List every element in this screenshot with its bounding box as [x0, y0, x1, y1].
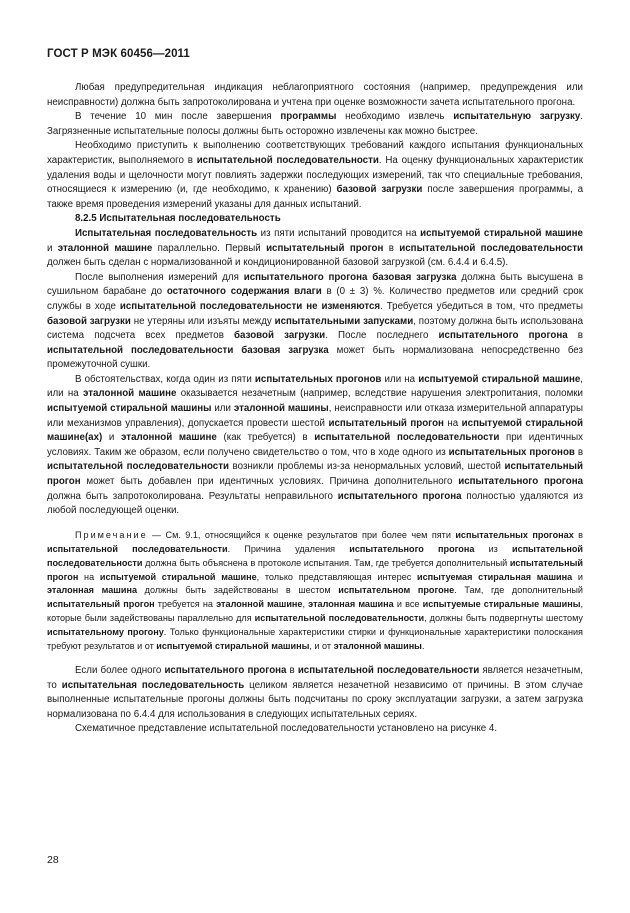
bold-term: базовой загрузки: [336, 184, 423, 196]
text-run: может быть добавлен при идентичных условиях. Причина дополнительного: [80, 476, 459, 488]
text-run: После выполнения измерений для: [75, 271, 244, 283]
text-run: на: [443, 417, 462, 429]
text-run: из: [474, 543, 513, 554]
bold-term: испытательную загрузку: [453, 111, 581, 123]
page-number: 28: [47, 854, 59, 866]
note-label: Примечание: [75, 529, 148, 540]
bold-term: испытательного прогона: [164, 664, 287, 676]
bold-term: испытательного прогона: [337, 490, 462, 502]
text-run: (как требуется) в: [216, 432, 315, 444]
bold-term: испытательном прогоне: [338, 585, 455, 596]
body-paragraph: [47, 139, 583, 212]
bold-term: испытательного прогона: [458, 476, 584, 488]
text-run: — См. 9.1, относящийся к оценке результатов при более чем пяти: [147, 529, 456, 540]
text-run: и: [572, 571, 583, 582]
text-run: . Там, где дополнительный: [454, 585, 583, 596]
text-run: , поэтому должна быть использована система подсчета всех предметов: [47, 315, 583, 342]
text-run: после завершения программы, а также время проведения измерений указаны для данных испытаний.: [47, 184, 583, 210]
bold-term: испытуемой стиральной машине: [418, 373, 581, 385]
text-run: целиком является незачетной независимо от причины. В этом случае выполненные испытательные прогоны должны быть подсчитаны по сроку эксплуатации загрузки, а затем загрузка нормализована по 6.4.4 для использования в следующих испытательных сериях.: [47, 679, 583, 720]
bold-term: базовой загрузки: [234, 330, 326, 342]
bold-term: испытательной последовательности: [297, 664, 480, 676]
text-run: необходимо извлечь: [336, 111, 454, 123]
section-heading: [47, 212, 583, 227]
bold-term: испытательный прогон: [47, 557, 583, 582]
text-run: .: [421, 641, 425, 652]
text-run: Если более одного: [75, 664, 165, 676]
text-run: В течение 10 мин после завершения: [75, 111, 281, 123]
body-paragraph: [47, 227, 583, 271]
bold-term: испытательный прогон: [47, 461, 583, 488]
document-body: [47, 81, 583, 737]
text-run: . На оценку функциональных характеристик удаления воды и щелочности могут повлиять задержки последующих измерений, так что специальные требования, относящиеся к измерению (и, где необходимо, к хранению): [47, 154, 583, 196]
text-run: в: [286, 664, 298, 676]
bold-term: испытательной последовательности: [47, 461, 229, 473]
text-run: в: [383, 242, 400, 254]
bold-term: испытательному прогону: [47, 627, 164, 638]
text-run: . После последнего: [325, 330, 439, 342]
bold-term: испытуемой стиральной машине(ах): [47, 417, 583, 444]
text-run: параллельно. Первый: [152, 242, 267, 254]
bold-term: испытательного прогона: [349, 543, 475, 554]
text-run: и: [102, 432, 122, 444]
bold-term: испытательной последовательности: [254, 613, 425, 624]
bold-term: испытательный прогон: [266, 242, 384, 254]
bold-term: испытательного прогона базовая загрузка: [243, 271, 457, 283]
text-run: Схематичное представление испытательной последовательности установлено на рисунке 4.: [75, 723, 498, 735]
bold-term: эталонной машины: [333, 641, 422, 652]
body-paragraph: [47, 722, 583, 737]
bold-term: эталонной машине: [216, 599, 303, 610]
bold-term: эталонная машина: [308, 599, 394, 610]
body-paragraph: [47, 81, 583, 110]
text-run: должны быть задействованы в шестом: [137, 585, 339, 596]
text-run: и: [47, 242, 58, 254]
text-run: возникли проблемы из-за ненормальных условий, шестой: [228, 461, 505, 473]
bold-term: испытуемые стиральные машины: [422, 599, 581, 610]
text-run: . Только функциональные характеристики стирки и функциональные характеристики полоскания требуют результатов и от: [47, 627, 583, 652]
bold-term: эталонной машине: [57, 242, 153, 254]
bold-term: испытуемой стиральной машине: [420, 227, 583, 239]
bold-term: испытуемой стиральной машины: [47, 403, 212, 415]
bold-term: остаточного содержания влаги: [166, 286, 322, 298]
bold-term: Испытательная последовательность: [75, 227, 258, 239]
text-run: требуется на: [154, 599, 217, 610]
text-run: . Загрязненные испытательные полосы должны быть осторожно извлечены как можно быстрее.: [47, 111, 583, 137]
text-run: должна быть запротоколирована. Результаты неправильного: [47, 490, 338, 502]
text-run: из пяти испытаний проводится на: [257, 227, 421, 239]
text-run: полностью удаляются из любой последующей оценки.: [47, 490, 584, 517]
bold-term: испытуемой стиральной машине: [99, 571, 257, 582]
text-run: является незачетным, то: [47, 664, 583, 691]
body-paragraph: [47, 271, 583, 373]
bold-term: испытуемая стиральная машина: [416, 571, 573, 582]
text-run: должен быть сделан с нормализованной и кондиционированной базовой загрузкой (см. 6.4.4 и 6.4.5).: [47, 257, 509, 269]
bold-term: эталонной машине: [82, 388, 177, 400]
text-run: . Причина удаления: [227, 543, 350, 554]
bold-term: испытательный прогон: [328, 417, 444, 429]
standard-header: ГОСТ Р МЭК 60456—2011: [47, 48, 190, 60]
text-run: или: [211, 403, 234, 415]
bold-term: испытательный прогон: [47, 599, 155, 610]
text-run: , которые были задействованы параллельно для: [47, 599, 583, 624]
text-run: в: [574, 446, 583, 458]
text-run: . Требуется убедиться в том, что предметы: [380, 300, 583, 312]
text-run: , только представляющая интерес: [256, 571, 417, 582]
text-run: на: [78, 571, 100, 582]
bold-term: испытательных прогонов: [448, 446, 575, 458]
text-run: Любая предупредительная индикация неблагоприятного состояния (например, предупреждения или неисправности) должна быть запротоколирована и учтена при оценке возможности зачета испытательного прогона.: [47, 82, 583, 108]
bold-term: эталонная машина: [47, 585, 138, 596]
text-run: ,: [302, 599, 309, 610]
bold-term: испытательной последовательности: [47, 543, 228, 554]
bold-term: испытательная последовательность: [61, 679, 245, 691]
text-run: или на: [381, 373, 419, 385]
text-run: и все: [393, 599, 423, 610]
bold-term: испытуемой стиральной машины: [156, 641, 310, 652]
text-run: , неисправности или отказа измерительной аппаратуры или механизмов управления), допускается провести шестой: [47, 403, 583, 429]
bold-term: базовой загрузки: [47, 315, 131, 327]
text-run: в (0 ± 3) %. Количество предметов или средний срок службы в ходе: [47, 286, 583, 312]
body-paragraph: [47, 664, 583, 722]
bold-term: эталонной машины: [233, 403, 329, 415]
text-run: может быть нормализована непосредственно без промежуточной сушки.: [47, 344, 583, 371]
bold-term: программы: [280, 111, 337, 123]
bold-term: испытательной последовательности: [399, 242, 584, 254]
bold-term: испытательной последовательности базовая загрузка: [47, 344, 329, 356]
text-run: , или на: [47, 373, 583, 400]
bold-term: испытательной последовательности: [47, 543, 583, 568]
text-run: должна быть объяснена в протоколе испытания. Там, где требуется дополнительный: [142, 557, 510, 568]
bold-term: испытательной последовательности: [196, 154, 379, 166]
bold-term: испытательной последовательности не изменяются: [119, 300, 381, 312]
text-run: , должны быть подвергнуты шестому: [424, 613, 583, 624]
text-run: должна быть высушена в сушильном барабане до: [47, 271, 584, 298]
bold-term: испытательных прогонах: [455, 529, 574, 540]
body-paragraph: [47, 110, 583, 139]
text-run: в: [573, 529, 583, 540]
bold-term: 8.2.5 Испытательная последовательность: [75, 213, 281, 225]
text-run: при идентичных условиях. Таким же образом, если получено свидетельство о том, что в ходе одного из: [47, 432, 583, 458]
bold-term: испытательной последовательности: [314, 432, 500, 444]
bold-term: эталонной машине: [121, 432, 217, 444]
text-run: не утеряны или изъяты между: [130, 315, 275, 327]
text-run: оказывается незачетным (например, вследствие нарушения электропитания, поломки: [176, 388, 583, 400]
bold-term: испытательных прогонов: [254, 373, 382, 385]
text-run: Необходимо приступить к выполнению соответствующих требований каждого испытания функциональных характеристик, выполняемого в: [47, 140, 583, 166]
bold-term: испытательного прогона: [438, 330, 568, 342]
body-paragraph: [47, 373, 583, 519]
note-paragraph: [47, 529, 583, 654]
bold-term: испытательными запусками: [274, 315, 414, 327]
text-run: В обстоятельствах, когда один из пяти: [75, 373, 255, 385]
text-run: , и от: [309, 641, 334, 652]
text-run: в: [567, 330, 583, 342]
